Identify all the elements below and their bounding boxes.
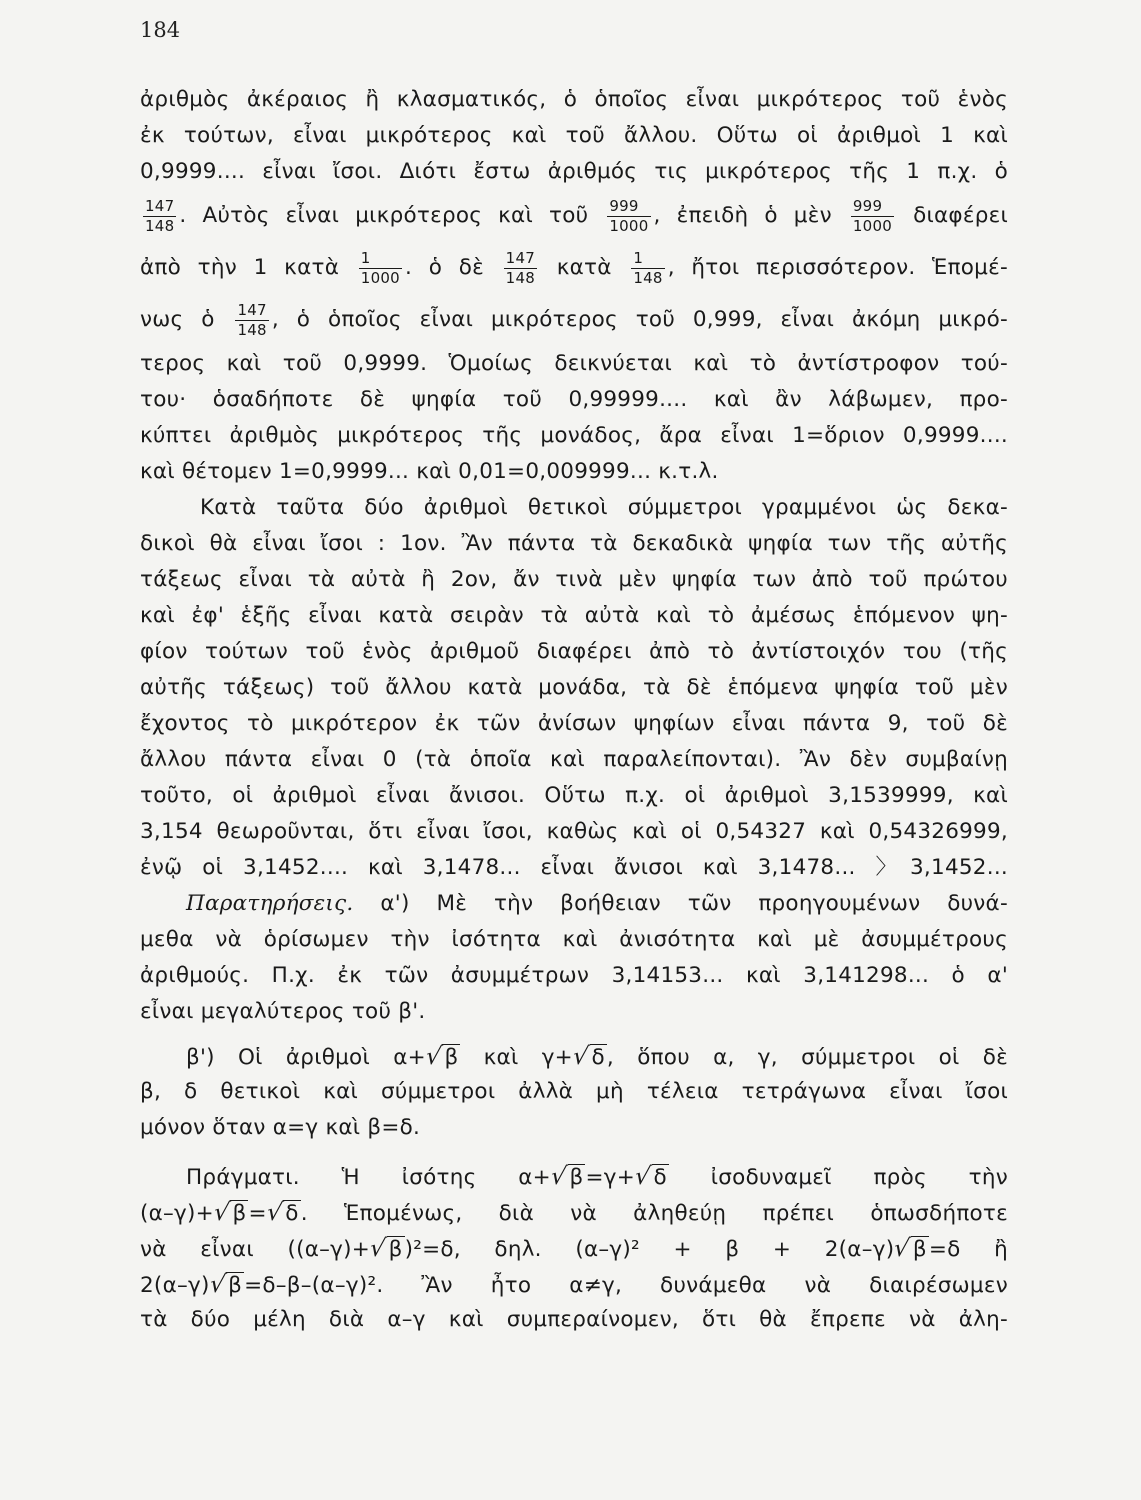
text-line: ἄλλου πάντα εἶναι 0 (τὰ ὁποῖα καὶ παραλείπονται). Ἂν δὲν συμβαίνῃ xyxy=(140,747,1008,772)
text-line-with-roots: (α–γ)+√β=√δ. Ἑπομένως, διὰ νὰ ἀληθεύῃ πρέπει ὁπωσδήποτε xyxy=(140,1194,1008,1230)
text-line: ἔχοντος τὸ μικρότερον ἐκ τῶν ἀνίσων ψηφίων εἶναι πάντα 9, τοῦ δὲ xyxy=(140,711,1008,736)
text-line: 3,154 θεωροῦνται, ὅτι εἶναι ἴσοι, καθὼς καὶ οἱ 0,54327 καὶ 0,54326999, xyxy=(140,819,1008,844)
text-line: τὰ δύο μέλη διὰ α–γ καὶ συμπεραίνομεν, ὅτι θὰ ἔπρεπε νὰ ἀλη- xyxy=(140,1307,1008,1332)
text-line: δικοὶ θὰ εἶναι ἴσοι : 1ον. Ἂν πάντα τὰ δεκαδικὰ ψηφία των τῆς αὐτῆς xyxy=(140,531,1008,556)
remarks-heading: Παρατηρήσεις. xyxy=(186,891,354,916)
body-text xyxy=(140,82,1008,1338)
text-line: Κατὰ ταῦτα δύο ἀριθμοὶ θετικοὶ σύμμετροι γραμμένοι ὡς δεκα- xyxy=(200,495,1008,520)
fraction: $\frac{147}{148}$ xyxy=(237,300,267,339)
square-root: √δ xyxy=(264,1198,299,1226)
text-line: του· ὁσαδήποτε δὲ ψηφία τοῦ 0,99999.... καὶ ἂν λάβωμεν, προ- xyxy=(140,387,1008,412)
fraction: $\frac{999}{1000}$ xyxy=(852,196,893,235)
fraction: $\frac{999}{1000}$ xyxy=(609,196,649,235)
remarks-line: Παρατηρήσεις. α') Μὲ τὴν βοήθειαν τῶν προηγουμένων δυνά- xyxy=(186,891,1008,916)
text-line: εἶναι μεγαλύτερος τοῦ β'. xyxy=(140,999,426,1024)
square-root: √δ xyxy=(632,1162,667,1190)
text-line: ἐνῷ οἱ 3,1452.... καὶ 3,1478... εἶναι ἄνισοι καὶ 3,1478... 〉3,1452... xyxy=(140,855,1008,880)
text-line: φίον τούτων τοῦ ἑνὸς ἀριθμοῦ διαφέρει ἀπὸ τὸ ἀντίστοιχόν του (τῆς xyxy=(140,639,1008,664)
text-line-with-fractions: $\frac{147}{148}$ . Αὐτὸς εἶναι μικρότερος καὶ τοῦ $\frac{999}{1000}$ , ἐπειδὴ ὁ μὲν $\frac{999}{1000}$ διαφέρει xyxy=(145,196,1009,235)
text-line: αὐτῆς τάξεως) τοῦ ἄλλου κατὰ μονάδα, τὰ δὲ ἑπόμενα ψηφία τοῦ μὲν xyxy=(140,675,1008,700)
square-root: √β xyxy=(548,1162,584,1190)
square-root: √β xyxy=(211,1198,247,1226)
text-line-with-roots: νὰ εἶναι ((α–γ)+√β)²=δ, δηλ. (α–γ)² + β + 2(α–γ)√β=δ ἢ xyxy=(140,1230,1008,1266)
text-line: κύπτει ἀριθμὸς μικρότερος τῆς μονάδος, ἄρα εἶναι 1=ὅριον 0,9999.... xyxy=(140,423,1008,448)
square-root: √β xyxy=(891,1234,927,1262)
text-line: μεθα νὰ ὁρίσωμεν τὴν ἰσότητα καὶ ἀνισότητα καὶ μὲ ἀσυμμέτρους xyxy=(140,927,1008,952)
text-line: τερος καὶ τοῦ 0,9999. Ὁμοίως δεικνύεται καὶ τὸ ἀντίστροφον τού- xyxy=(140,351,1008,376)
square-root: √β xyxy=(367,1234,403,1262)
fraction: $\frac{1}{1000}$ xyxy=(360,248,400,287)
text-line: ἀριθμὸς ἀκέραιος ἢ κλασματικός, ὁ ὁποῖος εἶναι μικρότερος τοῦ ἑνὸς xyxy=(140,87,1008,112)
fraction: $\frac{1}{148}$ xyxy=(633,248,663,287)
text-line-with-roots: 2(α–γ)√β=δ–β–(α–γ)². Ἂν ἦτο α≠γ, δυνάμεθα νὰ διαιρέσωμεν xyxy=(140,1266,1008,1302)
fraction: $\frac{147}{148}$ xyxy=(145,196,175,235)
text-line: 0,9999.... εἶναι ἴσοι. Διότι ἔστω ἀριθμός τις μικρότερος τῆς 1 π.χ. ὁ xyxy=(140,159,1008,184)
text-line: τάξεως εἶναι τὰ αὐτὰ ἢ 2ον, ἄν τινὰ μὲν ψηφία των ἀπὸ τοῦ πρώτου xyxy=(140,567,1008,592)
text-line: καὶ θέτομεν 1=0,9999... καὶ 0,01=0,009999... κ.τ.λ. xyxy=(140,459,719,484)
square-root: √β xyxy=(207,1270,243,1298)
text-line-with-fractions: νως ὁ $\frac{147}{148}$ , ὁ ὁποῖος εἶναι μικρότερος τοῦ 0,999, εἶναι ἀκόμη μικρό- xyxy=(140,300,1009,339)
text-line: ἀριθμούς. Π.χ. ἐκ τῶν ἀσυμμέτρων 3,14153... καὶ 3,141298... ὁ α' xyxy=(140,963,1008,988)
square-root: √β xyxy=(423,1042,459,1070)
page-number: 184 xyxy=(140,18,181,42)
text-line: ἐκ τούτων, εἶναι μικρότερος καὶ τοῦ ἄλλου. Οὕτω οἱ ἀριθμοὶ 1 καὶ xyxy=(140,123,1008,148)
fraction: $\frac{147}{148}$ xyxy=(505,248,536,287)
text-line-with-roots: Πράγματι. Ἡ ἰσότης α+√β=γ+√δ ἰσοδυναμεῖ πρὸς τὴν xyxy=(140,1158,1008,1194)
text-line: β, δ θετικοὶ καὶ σύμμετροι ἀλλὰ μὴ τέλεια τετράγωνα εἶναι ἴσοι xyxy=(140,1079,1008,1104)
text-line: καὶ ἐφ' ἑξῆς εἶναι κατὰ σειρὰν τὰ αὐτὰ καὶ τὸ ἀμέσως ἑπόμενον ψη- xyxy=(140,603,1008,628)
text-line: μόνον ὅταν α=γ καὶ β=δ. xyxy=(140,1115,421,1140)
text-line-with-fractions: ἀπὸ τὴν 1 κατὰ $\frac{1}{1000}$ . ὁ δὲ $\frac{147}{148}$ κατὰ $\frac{1}{148}$ , ἤτοι περισσότερον. Ἑπομέ- xyxy=(140,248,1008,287)
text-line-with-roots: β') Οἱ ἀριθμοὶ α+√β καὶ γ+√δ, ὅπου α, γ, σύμμετροι οἱ δὲ xyxy=(140,1038,1008,1074)
text-line: τοῦτο, οἱ ἀριθμοὶ εἶναι ἄνισοι. Οὕτω π.χ. οἱ ἀριθμοὶ 3,1539999, καὶ xyxy=(140,783,1008,808)
square-root: √δ xyxy=(570,1042,605,1070)
